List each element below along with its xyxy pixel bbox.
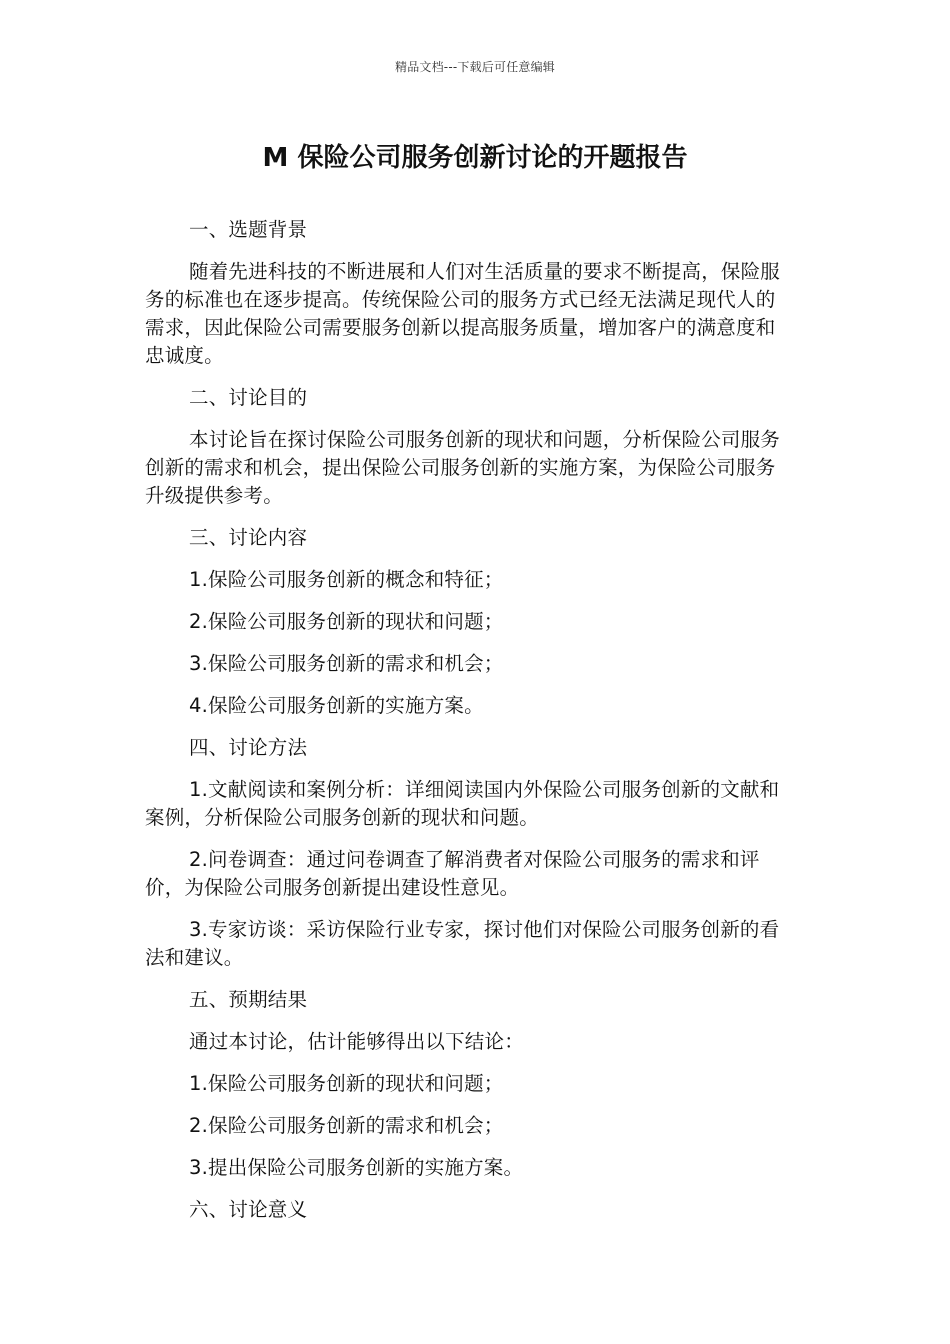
content-list-item: 3.保险公司服务创新的需求和机会；: [189, 652, 504, 675]
methods-list-item: 1.文献阅读和案例分析：详细阅读国内外保险公司服务创新的文献和案例，分析保险公司服务创新的现状和问题。: [145, 778, 780, 829]
section-heading-background: 一、选题背景: [189, 218, 308, 241]
purpose-paragraph: 本讨论旨在探讨保险公司服务创新的现状和问题，分析保险公司服务创新的需求和机会，提出保险公司服务创新的实施方案，为保险公司服务升级提供参考。: [145, 428, 781, 507]
results-list-item: 1.保险公司服务创新的现状和问题；: [189, 1072, 504, 1095]
content-list-item: 1.保险公司服务创新的概念和特征；: [189, 568, 504, 591]
results-list-item: 2.保险公司服务创新的需求和机会；: [189, 1114, 504, 1137]
section-heading-results: 五、预期结果: [189, 988, 308, 1011]
background-paragraph: 随着先进科技的不断进展和人们对生活质量的要求不断提高，保险服务的标准也在逐步提高。传统保险公司的服务方式已经无法满足现代人的需求，因此保险公司需要服务创新以提高服务质量，增加客户的满意度和忠诚度。: [145, 260, 781, 367]
results-intro: 通过本讨论，估计能够得出以下结论：: [189, 1030, 524, 1053]
section-heading-content: 三、讨论内容: [189, 526, 308, 549]
content-list-item: 4.保险公司服务创新的实施方案。: [189, 694, 484, 717]
section-heading-significance: 六、讨论意义: [189, 1198, 308, 1221]
document-title: M 保险公司服务创新讨论的开题报告: [262, 143, 688, 173]
methods-list-item: 2.问卷调查：通过问卷调查了解消费者对保险公司服务的需求和评价，为保险公司服务创新提出建设性意见。: [145, 848, 760, 899]
section-heading-methods: 四、讨论方法: [189, 736, 308, 759]
methods-list-item: 3.专家访谈：采访保险行业专家，探讨他们对保险公司服务创新的看法和建议。: [145, 918, 780, 969]
document-body: [145, 216, 795, 1238]
section-heading-purpose: 二、讨论目的: [189, 386, 308, 409]
content-list-item: 2.保险公司服务创新的现状和问题；: [189, 610, 504, 633]
header-note: 精品文档---下载后可任意编辑: [395, 60, 555, 74]
results-list-item: 3.提出保险公司服务创新的实施方案。: [189, 1156, 524, 1179]
